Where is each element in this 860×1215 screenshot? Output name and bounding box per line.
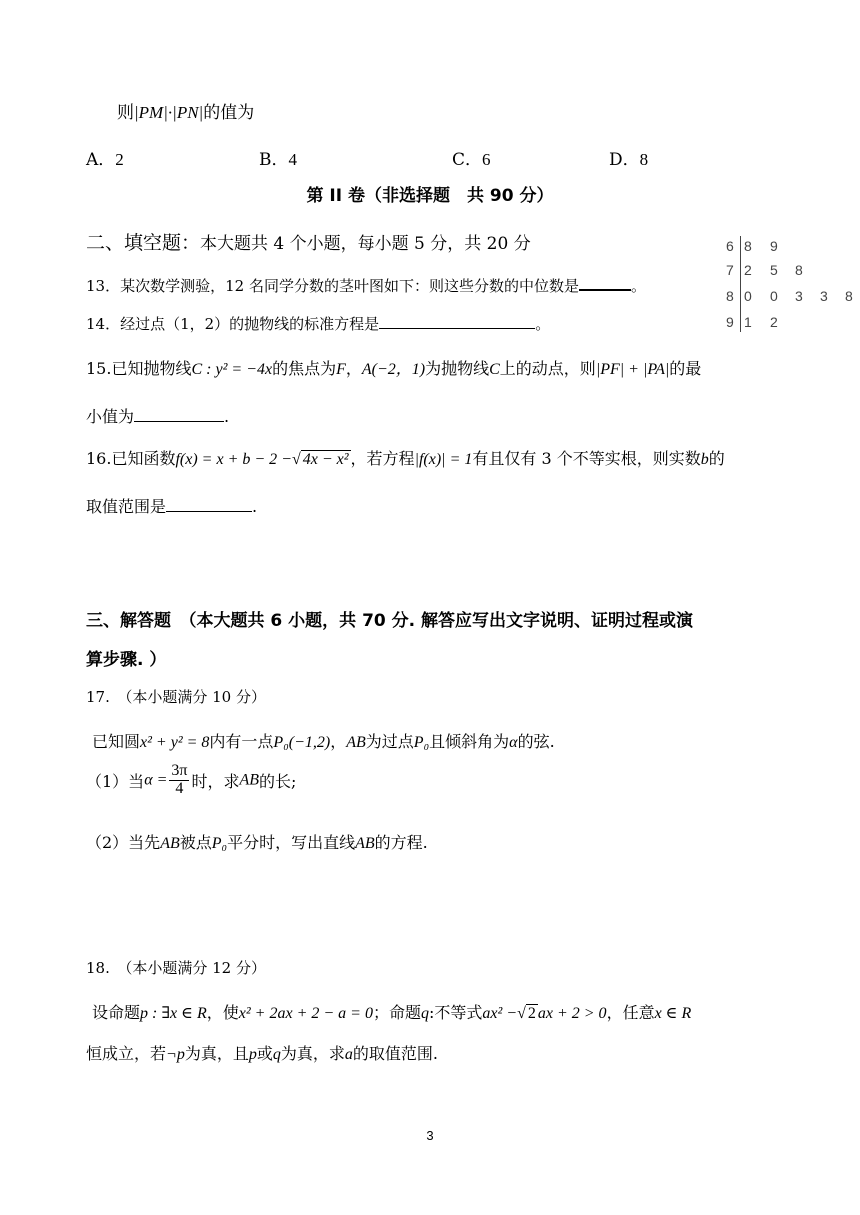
q18-equation: x² + 2ax + 2 − a = 0: [238, 1005, 373, 1022]
part2-title: 第 II 卷（非选择题 共 90 分）: [306, 186, 554, 206]
q17-header: 17. （本小题满分 10 分）: [86, 688, 266, 706]
section3-line2: 算步骤. ）: [86, 650, 167, 670]
q17-point: P₀(−1,2): [273, 734, 331, 751]
leaf: 5: [770, 262, 778, 278]
q14: 14．经过点（1，2）的抛物线的标准方程是 。: [86, 315, 551, 333]
q14-answer-blank[interactable]: [379, 314, 535, 329]
stem-8: 8: [726, 288, 734, 304]
stem-6: 6: [726, 238, 734, 254]
leaf: 2: [770, 314, 778, 330]
leaf: 8: [795, 262, 803, 278]
q15-expr: |PF| + |PA|: [595, 361, 670, 378]
q16-answer-blank[interactable]: [166, 497, 252, 512]
leaf: 8: [845, 288, 853, 304]
sqrt-sign: √ 4x − x²: [291, 451, 349, 468]
q12-option-d: D．8: [609, 150, 649, 170]
q13: 13．某次数学测验，12 名同学分数的茎叶图如下：则这些分数的中位数是 。: [86, 277, 646, 295]
leaf: 2: [744, 262, 752, 278]
q12-option-a: A．2: [86, 150, 124, 170]
q16-line2: 取值范围是 .: [86, 497, 258, 516]
q18-inequality: ax² −: [482, 1005, 518, 1022]
q12-prefix: 则: [117, 103, 134, 123]
leaf: 0: [744, 288, 752, 304]
q12-suffix: 的值为: [203, 103, 255, 123]
leaf: 1: [744, 314, 752, 330]
q15-answer-blank[interactable]: [134, 407, 224, 422]
sqrt-sign: √ 2: [517, 1005, 536, 1022]
leaf: 3: [795, 288, 803, 304]
q15-point-a: A(−2，1): [361, 361, 426, 378]
section2-heading: [86, 228, 531, 255]
stem-7: 7: [726, 262, 734, 278]
q17-circle: x² + y² = 8: [140, 734, 210, 751]
q12-option-b: B．4: [259, 150, 297, 170]
q16-equation: |f(x)| = 1: [414, 451, 473, 468]
q18-line1: 设命题p : ∃x ∈ R，使x² + 2ax + 2 − a = 0；命题q:不等式ax² −√ 2 ax + 2 > 0，任意x ∈ R: [92, 1003, 692, 1022]
leaf: 3: [820, 288, 828, 304]
q15-curve: C : y² = −4x: [191, 361, 273, 378]
section3-line1: 三、解答题 （本大题共 6 小题，共 70 分. 解答应写出文字说明、证明过程或演: [86, 611, 694, 631]
q17-part2: （2）当先AB被点P₀平分时，写出直线AB的方程.: [86, 833, 428, 852]
section2-desc: 本大题共 4 个小题，每小题 5 分，共 20 分: [200, 234, 531, 254]
q15-line1: 15.已知抛物线C : y² = −4x的焦点为F，A(−2，1)为抛物线C上的动点，则|PF| + |PA|的最: [86, 359, 702, 378]
q16-function: f(x) = x + b − 2 −: [175, 451, 292, 468]
q18-header: 18. （本小题满分 12 分）: [86, 959, 266, 977]
leaf: 0: [770, 288, 778, 304]
q17-stem: 已知圆x² + y² = 8内有一点P₀(−1,2)，AB为过点P₀且倾斜角为α的弦.: [92, 732, 555, 751]
page-number: 3: [426, 1128, 434, 1143]
leaf: 8: [744, 238, 752, 254]
q15-line2: 小值为 .: [86, 407, 230, 426]
q18-proposition-p: p : ∃x ∈ R: [140, 1005, 207, 1022]
leaf: 9: [770, 238, 778, 254]
q18-line2: 恒成立，若¬p为真，且p或q为真，求a的取值范围.: [86, 1044, 438, 1063]
section2-label: 二、填空题：: [86, 232, 201, 254]
q16-line1: 16.已知函数f(x) = x + b − 2 −√ 4x − x² ，若方程|f(x)| = 1有且仅有 3 个不等实根，则实数b的: [86, 449, 725, 468]
q12-expr: |PM|·|PN|: [134, 103, 204, 122]
stem-9: 9: [726, 314, 734, 330]
q12-option-c: C．6: [452, 150, 491, 170]
q13-answer-blank[interactable]: [579, 275, 631, 291]
q17-part1: （1）当α = $\frac{3\pi}{4}$ 时，求AB的长;: [86, 762, 297, 797]
fraction-3pi-over-4: $\frac{3\pi}{4}$: [171, 762, 188, 797]
q12-stem: [117, 98, 254, 123]
stem-leaf-divider: [740, 236, 741, 332]
